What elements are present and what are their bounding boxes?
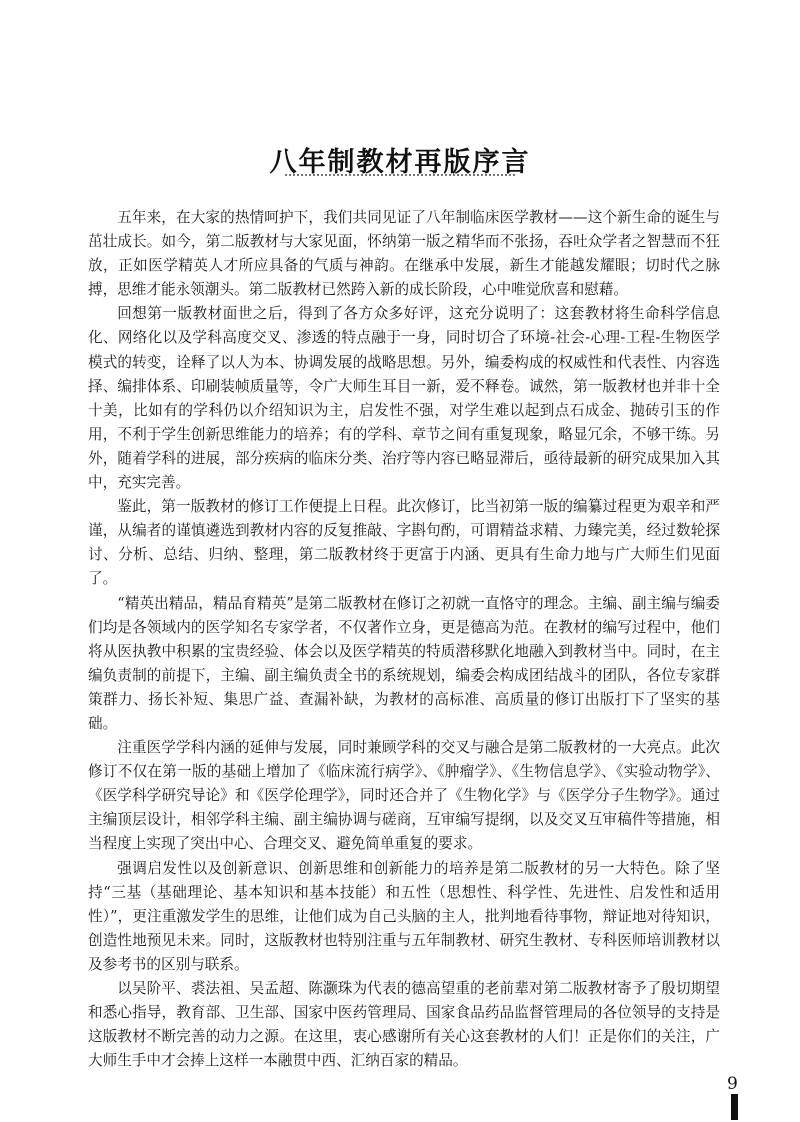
- title-divider: [285, 174, 515, 176]
- paragraph: “精英出精品，精品育精英”是第二版教材在修订之初就一直恪守的理念。主编、副主编与编委们均是各领域内的医学知名专家学者，不仅著作立身，更是德高为范。在教材的编写过程中，他们将从医执教中积累的宝贵经验、体会以及医学精英的特质潜移默化地融入到教材当中。同时，在主编负责制的前提下，主编、副主编负责全书的系统规划，编委会构成团结战斗的团队，各位专家群策群力、扬长补短、集思广益、查漏补缺，为教材的高标准、高质量的修订出版打下了坚实的基础。: [88, 594, 720, 732]
- paragraph: 鉴此，第一版教材的修订工作便提上日程。此次修订，比当初第一版的编纂过程更为艰辛和严谨，从编者的谨慎遴选到教材内容的反复推敲、字斟句酌，可谓精益求精、力臻完美，经过数轮探讨、分析、总结、归纳、整理，第二版教材终于更富于内涵、更具有生命力地与广大师生们见面了。: [88, 498, 720, 588]
- page-edge-marker: [731, 1094, 738, 1120]
- paragraph: 五年来，在大家的热情呵护下，我们共同见证了八年制临床医学教材——这个新生命的诞生与茁壮成长。如今，第二版教材与大家见面，怀纳第一版之精华而不张扬，吞吐众学者之智慧而不狂放，正如医学精英人才所应具备的气质与神韵。在继承中发展，新生才能越发耀眼；切时代之脉搏，思维才能永领潮头。第二版教材已然跨入新的成长阶段，心中唯觉欣喜和慰藉。: [88, 209, 720, 299]
- paragraph: 回想第一版教材面世之后，得到了各方众多好评，这充分说明了：这套教材将生命科学信息化、网络化以及学科高度交叉、渗透的特点融于一身，同时切合了环境-社会-心理-工程-生物医学模式的转变，诠释了以人为本、协调发展的战略思想。另外，编委构成的权威性和代表性、内容选择、编排体系、印刷装帧质量等，令广大师生耳目一新，爱不释卷。诚然，第一版教材也并非十全十美，比如有的学科仍以介绍知识为主，启发性不强，对学生难以起到点石成金、抛砖引玉的作用，不利于学生创新思维能力的培养；有的学科、章节之间有重复现象，略显冗余，不够干练。另外，随着学科的进展，部分疾病的临床分类、治疗等内容已略显滞后，亟待最新的研究成果加入其中，充实完善。: [88, 305, 720, 492]
- body-text: [88, 206, 720, 1073]
- paragraph: 注重医学学科内涵的延伸与发展，同时兼顾学科的交叉与融合是第二版教材的一大亮点。此次修订不仅在第一版的基础上增加了《临床流行病学》、《肿瘤学》、《生物信息学》、《实验动物学》、《医学科学研究导论》和《医学伦理学》，同时还合并了《生物化学》与《医学分子生物学》。通过主编顶层设计，相邻学科主编、副主编协调与磋商，互审编写提纲，以及交叉互审稿件等措施，相当程度上实现了突出中心、合理交叉、避免简单重复的要求。: [88, 739, 720, 853]
- page-number: 9: [727, 1074, 738, 1094]
- paragraph: 强调启发性以及创新意识、创新思维和创新能力的培养是第二版教材的另一大特色。除了坚持“三基（基础理论、基本知识和基本技能）和五性（思想性、科学性、先进性、启发性和适用性）”，更注重激发学生的思维，让他们成为自己头脑的主人，批判地看待事物，辩证地对待知识，创造性地预见未来。同时，这版教材也特别注重与五年制教材、研究生教材、专科医师培训教材以及参考书的区别与联系。: [88, 859, 720, 973]
- paragraph: 以吴阶平、裘法祖、吴孟超、陈灏珠为代表的德高望重的老前辈对第二版教材寄予了殷切期望和悉心指导，教育部、卫生部、国家中医药管理局、国家食品药品监督管理局的各位领导的支持是这版教材不断完善的动力之源。在这里，衷心感谢所有关心这套教材的人们！正是你们的关注，广大师生手中才会捧上这样一本融贯中西、汇纳百家的精品。: [88, 980, 720, 1070]
- page-title: 八年制教材再版序言: [269, 147, 531, 178]
